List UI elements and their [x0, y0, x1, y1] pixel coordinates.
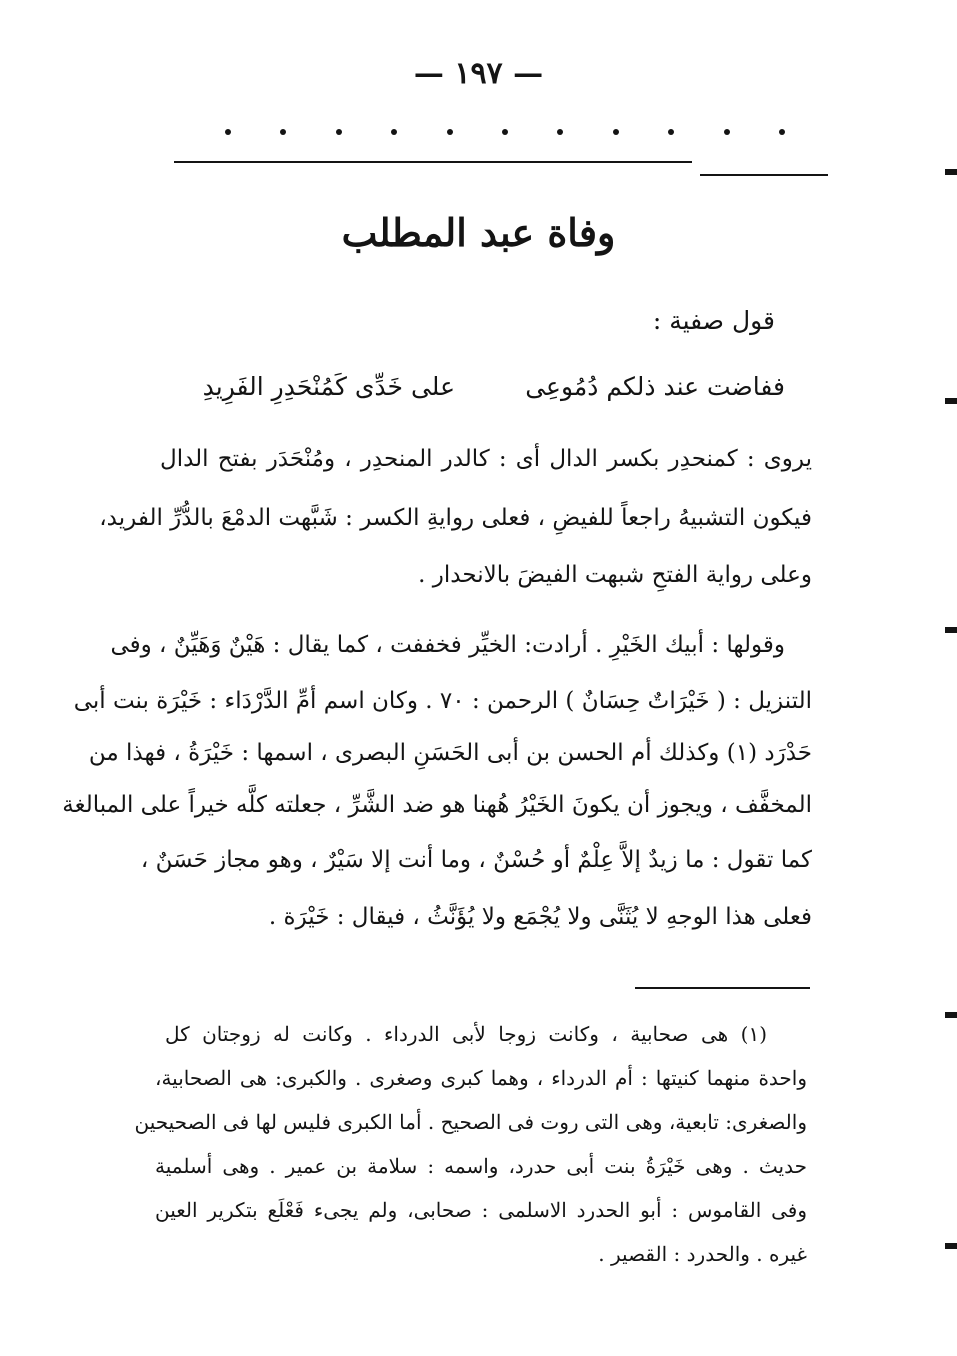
paragraph-1-line-1: يروى : كمنحدِر بكسر الدال أى : كالدر المنحدِر ، ومُنْحَدَر بفتح الدال [160, 446, 812, 472]
scan-edge-mark [945, 169, 957, 175]
paragraph-2-line-4: المخفَّف ، ويجوز أن يكونَ الخَيْرُ هُهنا هو ضد الشَّرِّ ، جعلته كلَّه خيراً على المبالغة [62, 792, 812, 818]
paragraph-2-line-5: كما تقول : ما زيدٌ إلاَّ عِلْمٌ أو حُسْنٌ ، وما أنت إلا سَيْرٌ ، وهو مجاز حَسَنٌ ، [140, 847, 812, 873]
ornament-dot [225, 129, 231, 135]
ornament-dot [779, 129, 785, 135]
paragraph-2-line-1: وقولها : أبيك الخَيْرِ . أرادت: الخيِّر فخففت ، كما يقال : هَيْنٌ وَهَيِّنٌ ، وفى [110, 632, 785, 658]
scan-edge-mark [945, 627, 957, 633]
paragraph-1-line-2: فيكون التشبيهُ راجعاً للفيضِ ، فعلى روايةِ الكسر : شَبَّهت الدمْعَ بالدُّرِّ الفريد، [99, 505, 812, 531]
ornament-dots [225, 122, 785, 142]
paragraph-1-line-3: وعلى رواية الفتحِ شبهت الفيضَ بالانحدار . [418, 562, 812, 588]
ornament-dot [724, 129, 730, 135]
paragraph-2-line-6: فعلى هذا الوجهِ لا يُثَنَّى ولا يُجْمَع ولا يُؤَنَّثُ ، فيقال : خَيْرَة . [268, 904, 812, 930]
footnote-line-5: وفى القاموس : أبو الحدرد الاسلمى : صحابى، ولم يجىء فَعْلَع بتكرير العين [155, 1198, 807, 1222]
ornament-dot [336, 129, 342, 135]
scan-edge-mark [945, 398, 957, 404]
footnote-line-6: غيره . والحدرد : القصير . [598, 1242, 807, 1266]
ornament-dot [613, 129, 619, 135]
verse-first-hemistich: ففاضت عند ذلكم دُمُوعِى [525, 372, 785, 401]
verse-second-hemistich: على خَدِّى كَمُنْحَدِرِ الفَرِيدِ [202, 372, 455, 401]
scan-edge-mark [945, 1012, 957, 1018]
ornament-dot [502, 129, 508, 135]
header-rule-right [700, 174, 828, 176]
footnote-line-4: حديث . وهى خَيْرَةُ بنت أبى حدرد، واسمه : سلامة بن عمير . وهى أسلمية [155, 1154, 807, 1178]
paragraph-2-line-2: التنزيل : ( خَيْرَاتٌ حِسَانٌ ) الرحمن : ٧٠ . وكان اسم أمِّ الدَّرْدَاء : خَيْرَة بنت أبى [73, 688, 812, 714]
page-number: — ١٩٧ — [413, 56, 544, 91]
intro-line: قول صفية : [652, 306, 775, 335]
footnote-line-1: (١) هى صحابية ، وكانت زوجا لأبى الدرداء . وكانت له زوجتان كل [165, 1022, 767, 1046]
footnote-line-2: واحدة منهما كنيتها : أم الدرداء ، وهما كبرى وصغرى . والكبرى: هى الصحابية، [155, 1066, 807, 1090]
ornament-dot [668, 129, 674, 135]
chapter-title: وفاة عبد المطلب [341, 210, 616, 255]
header-rule-left [174, 161, 692, 163]
footnote-line-3: والصغرى: تابعية، وهى التى روت فى الصحيح . أما الكبرى فليس لها فى الصحيحين [134, 1110, 807, 1134]
ornament-dot [447, 129, 453, 135]
ornament-dot [280, 129, 286, 135]
footnote-separator [635, 987, 810, 989]
ornament-dot [391, 129, 397, 135]
ornament-dot [557, 129, 563, 135]
paragraph-2-line-3: حَدْرَد (١) وكذلك أم الحسن بن أبى الحَسَنِ البصرى ، اسمها : خَيْرَةُ ، فهذا من [88, 740, 812, 766]
scan-edge-mark [945, 1243, 957, 1249]
